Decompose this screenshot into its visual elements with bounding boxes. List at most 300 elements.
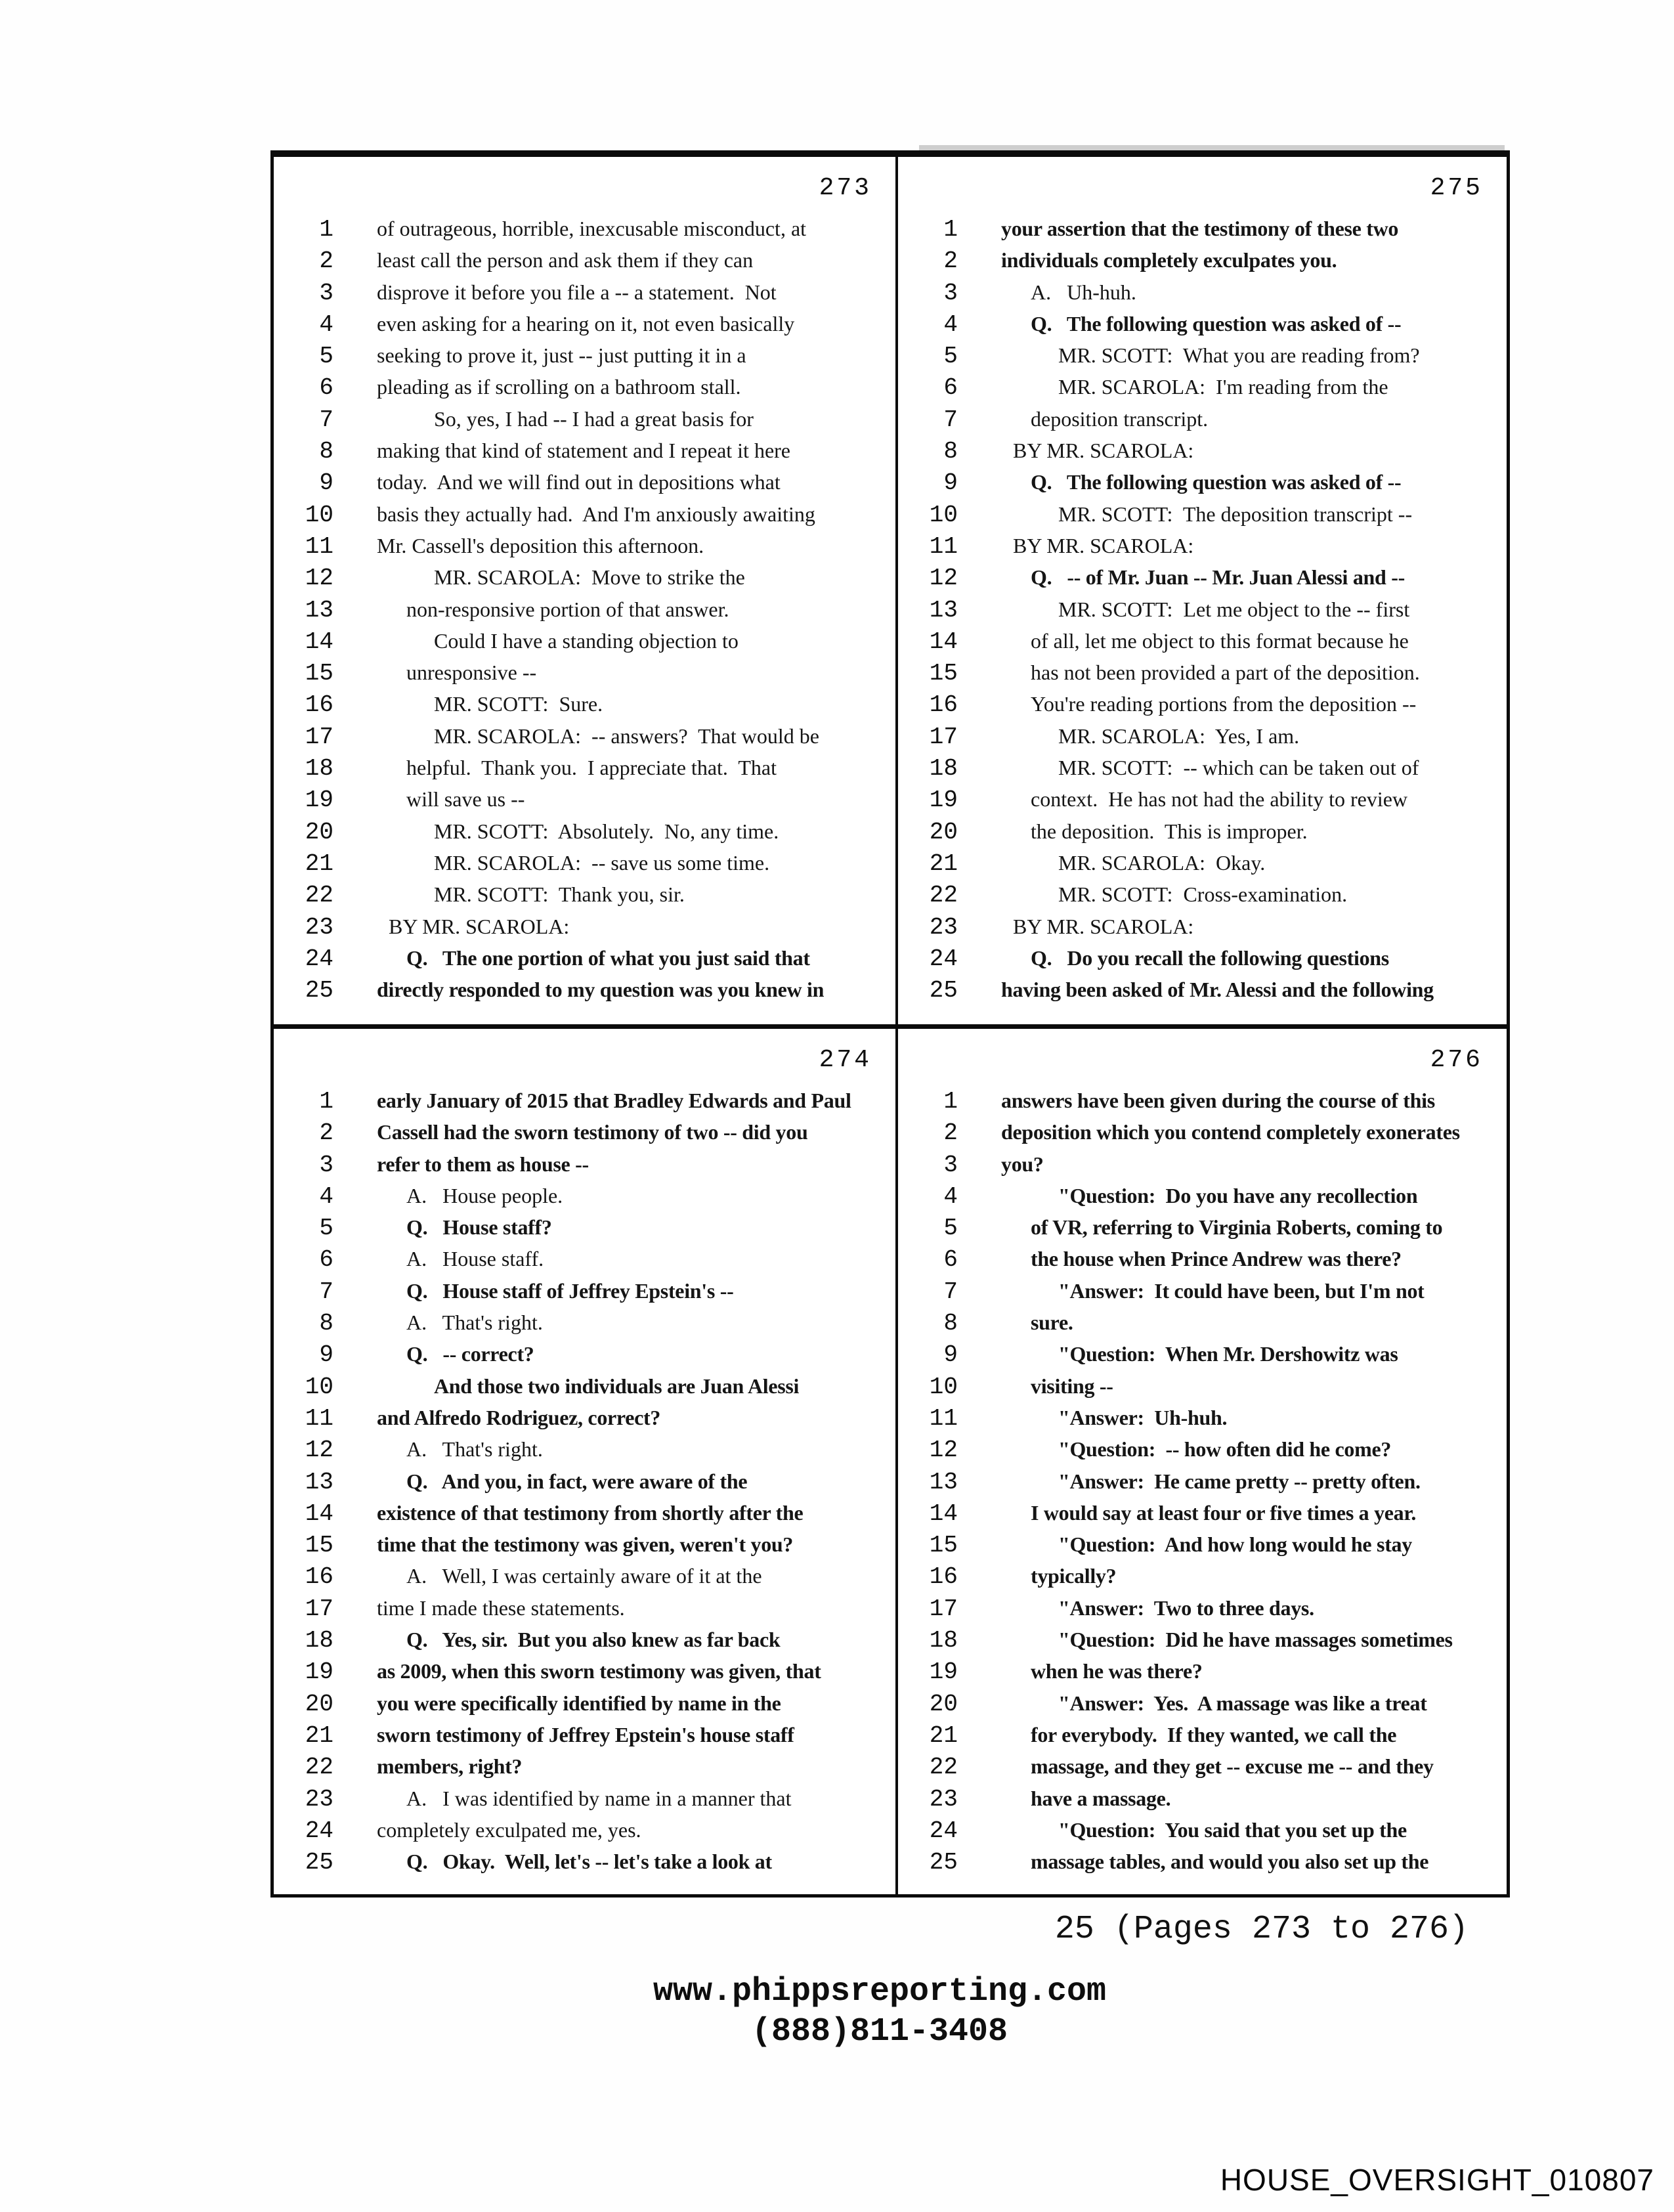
- transcript-line: [274, 1563, 895, 1595]
- line-text: unresponsive --: [406, 661, 537, 685]
- transcript-line: [274, 343, 895, 374]
- line-number: 18: [929, 755, 958, 783]
- transcript-line: [898, 1215, 1507, 1246]
- line-text: MR. SCOTT: -- which can be taken out of: [1058, 756, 1419, 780]
- line-number: 3: [943, 1151, 958, 1179]
- transcript-line: [898, 850, 1507, 882]
- transcript-line: [274, 1817, 895, 1849]
- line-text: A. That's right.: [406, 1437, 543, 1462]
- transcript-page-275: [898, 157, 1507, 1024]
- line-text: of outrageous, horrible, inexcusable misconduct, at: [377, 217, 807, 240]
- line-number: 23: [929, 913, 958, 941]
- line-number: 8: [943, 438, 958, 466]
- transcript-line: [274, 1152, 895, 1183]
- transcript-line: [898, 755, 1507, 787]
- transcript-line: [898, 1119, 1507, 1151]
- line-number: 24: [305, 1817, 333, 1844]
- transcript-line: [274, 1691, 895, 1722]
- line-text: of VR, referring to Virginia Roberts, coming to: [1031, 1215, 1443, 1240]
- line-text: You're reading portions from the deposition --: [1031, 692, 1417, 716]
- line-number: 13: [305, 596, 333, 624]
- line-number: 20: [929, 1690, 958, 1718]
- line-number: 2: [319, 1119, 333, 1147]
- line-text: individuals completely exculpates you.: [1001, 248, 1337, 272]
- line-text: Q. Okay. Well, let's -- let's take a look at: [406, 1850, 772, 1874]
- line-text: answers have been given during the course of this: [1001, 1089, 1435, 1112]
- line-number: 4: [943, 311, 958, 338]
- line-number: 17: [929, 723, 958, 750]
- line-number: 25: [929, 977, 958, 1005]
- line-number: 22: [305, 882, 333, 909]
- line-text: BY MR. SCAROLA:: [389, 914, 570, 938]
- transcript-line: [898, 1691, 1507, 1722]
- line-text: members, right?: [377, 1754, 523, 1779]
- transcript-line: [274, 280, 895, 311]
- line-number: 7: [943, 406, 958, 433]
- line-text: So, yes, I had -- I had a great basis for: [434, 406, 754, 431]
- transcript-line: [898, 280, 1507, 311]
- transcript-line: [274, 1469, 895, 1500]
- line-text: early January of 2015 that Bradley Edwards and Paul: [377, 1089, 851, 1112]
- line-text: MR. SCAROLA: I'm reading from the: [1058, 375, 1388, 399]
- line-text: Q. Do you recall the following questions: [1031, 945, 1389, 970]
- transcript-line: [274, 438, 895, 469]
- transcript-line: [898, 1754, 1507, 1785]
- line-number: 23: [305, 913, 333, 941]
- transcript-line: [274, 755, 895, 787]
- line-number: 6: [943, 374, 958, 402]
- transcript-line: [898, 819, 1507, 850]
- line-text: A. That's right.: [406, 1311, 543, 1335]
- line-text: "Question: -- how often did he come?: [1058, 1437, 1392, 1462]
- line-number: 20: [929, 818, 958, 846]
- transcript-line: [898, 1659, 1507, 1690]
- line-number: 2: [319, 248, 333, 275]
- line-text: BY MR. SCAROLA:: [1013, 533, 1194, 557]
- transcript-page-276: [898, 1029, 1507, 1894]
- transcript-line: [898, 1278, 1507, 1310]
- line-number: 15: [929, 660, 958, 687]
- line-text: has not been provided a part of the deposition.: [1031, 661, 1420, 685]
- page-number: 276: [1430, 1046, 1483, 1074]
- transcript-line: [898, 1595, 1507, 1627]
- transcript-line: [898, 1532, 1507, 1563]
- transcript-line: [898, 1469, 1507, 1500]
- line-number: 13: [929, 596, 958, 624]
- transcript-line: [898, 1246, 1507, 1278]
- line-text: sure.: [1031, 1311, 1073, 1335]
- line-text: pleading as if scrolling on a bathroom stall.: [377, 375, 741, 399]
- line-text: you?: [1001, 1152, 1044, 1176]
- line-number: 21: [305, 850, 333, 877]
- line-text: time that the testimony was given, weren't you?: [377, 1532, 794, 1557]
- line-text: "Question: You said that you set up the: [1058, 1817, 1407, 1842]
- line-text: for everybody. If they wanted, we call the: [1031, 1722, 1397, 1746]
- line-text: A. I was identified by name in a manner that: [406, 1786, 792, 1810]
- transcript-line: [274, 787, 895, 818]
- line-number: 23: [929, 1785, 958, 1813]
- line-text: "Question: Do you have any recollection: [1058, 1183, 1418, 1207]
- transcript-line: [274, 724, 895, 755]
- transcript-line: [898, 1088, 1507, 1119]
- transcript-line: [274, 914, 895, 945]
- line-number: 4: [319, 311, 333, 338]
- page-number: 274: [819, 1046, 872, 1074]
- transcript-line: [274, 1310, 895, 1341]
- line-number: 24: [929, 1817, 958, 1844]
- line-text: Q. The following question was asked of --: [1031, 311, 1402, 336]
- line-number: 13: [305, 1468, 333, 1496]
- transcript-line: [274, 533, 895, 565]
- line-text: MR. SCOTT: Sure.: [434, 692, 603, 716]
- line-number: 12: [305, 565, 333, 592]
- line-text: Q. -- correct?: [406, 1342, 534, 1366]
- line-text: sworn testimony of Jeffrey Epstein's house staff: [377, 1722, 794, 1746]
- transcript-line: [898, 914, 1507, 945]
- page-number: 273: [819, 174, 872, 202]
- line-text: deposition transcript.: [1031, 406, 1209, 431]
- transcript-line: [274, 216, 895, 248]
- line-number: 23: [305, 1785, 333, 1813]
- transcript-line: [898, 1341, 1507, 1373]
- footer-page-summary: 25 (Pages 273 to 276): [1054, 1911, 1469, 1948]
- line-text: Could I have a standing objection to: [434, 628, 739, 653]
- line-number: 20: [305, 818, 333, 846]
- line-number: 10: [929, 1373, 958, 1400]
- line-text: time I made these statements.: [377, 1595, 625, 1620]
- line-number: 6: [943, 1246, 958, 1274]
- transcript-line: [898, 1374, 1507, 1405]
- line-text: Q. And you, in fact, were aware of the: [406, 1469, 748, 1493]
- page-number: 275: [1430, 174, 1483, 202]
- line-number: 17: [305, 1595, 333, 1622]
- line-text: least call the person and ask them if they can: [377, 248, 754, 272]
- line-text: basis they actually had. And I'm anxiously awaiting: [377, 502, 815, 526]
- line-number: 3: [319, 1151, 333, 1179]
- line-text: A. Well, I was certainly aware of it at the: [406, 1564, 762, 1588]
- line-number: 11: [305, 1404, 333, 1432]
- line-number: 10: [929, 501, 958, 529]
- transcript-line: [898, 533, 1507, 565]
- line-text: you were specifically identified by name in the: [377, 1691, 781, 1715]
- transcript-line: [898, 597, 1507, 628]
- transcript-line: [274, 1532, 895, 1563]
- line-number: 21: [929, 850, 958, 877]
- transcript-line: [274, 406, 895, 438]
- line-number: 21: [929, 1722, 958, 1749]
- transcript-line: [898, 1817, 1507, 1849]
- line-text: BY MR. SCAROLA:: [1013, 914, 1194, 938]
- transcript-line: [898, 691, 1507, 723]
- line-text: "Question: When Mr. Dershowitz was: [1058, 1342, 1398, 1366]
- line-number: 2: [943, 1119, 958, 1147]
- line-number: 14: [305, 1500, 333, 1527]
- transcript-grid: [270, 150, 1510, 1898]
- transcript-line: [274, 1183, 895, 1215]
- transcript-line: [274, 1595, 895, 1627]
- line-text: Q. -- of Mr. Juan -- Mr. Juan Alessi and --: [1031, 565, 1405, 590]
- transcript-line: [274, 1754, 895, 1785]
- line-number: 10: [305, 501, 333, 529]
- transcript-line: [898, 343, 1507, 374]
- line-number: 21: [305, 1722, 333, 1749]
- transcript-line: [898, 1437, 1507, 1468]
- line-text: completely exculpated me, yes.: [377, 1817, 641, 1842]
- line-number: 4: [319, 1182, 333, 1210]
- line-text: MR. SCAROLA: Move to strike the: [434, 565, 745, 590]
- line-text: disprove it before you file a -- a statement. Not: [377, 280, 777, 304]
- line-text: Mr. Cassell's deposition this afternoon.: [377, 533, 704, 557]
- line-number: 22: [929, 882, 958, 909]
- line-number: 9: [319, 469, 333, 497]
- line-text: having been asked of Mr. Alessi and the following: [1001, 978, 1434, 1002]
- transcript-line: [274, 1786, 895, 1817]
- line-text: I would say at least four or five times a year.: [1031, 1500, 1417, 1525]
- line-number: 14: [929, 1500, 958, 1527]
- line-text: "Question: Did he have massages sometimes: [1058, 1628, 1453, 1652]
- line-text: of all, let me object to this format because he: [1031, 628, 1409, 653]
- line-number: 25: [305, 1849, 333, 1876]
- line-number: 7: [319, 1278, 333, 1305]
- line-text: your assertion that the testimony of these two: [1001, 217, 1399, 240]
- line-text: Cassell had the sworn testimony of two -- did you: [377, 1120, 808, 1144]
- transcript-line: [898, 787, 1507, 818]
- line-text: non-responsive portion of that answer.: [406, 597, 729, 621]
- line-text: "Answer: Uh-huh.: [1058, 1405, 1228, 1429]
- line-number: 10: [305, 1373, 333, 1400]
- line-text: helpful. Thank you. I appreciate that. That: [406, 756, 777, 780]
- line-text: BY MR. SCAROLA:: [1013, 439, 1194, 463]
- transcript-line: [898, 374, 1507, 406]
- page-lines: [274, 216, 895, 1008]
- transcript-line: [274, 374, 895, 406]
- line-text: MR. SCAROLA: -- save us some time.: [434, 850, 770, 875]
- line-number: 16: [929, 691, 958, 719]
- line-number: 5: [943, 1215, 958, 1242]
- transcript-line: [274, 1659, 895, 1690]
- transcript-line: [898, 945, 1507, 977]
- line-text: Q. The following question was asked of --: [1031, 470, 1402, 494]
- line-text: directly responded to my question was you knew in: [377, 978, 825, 1002]
- line-number: 12: [305, 1437, 333, 1464]
- line-number: 11: [929, 532, 958, 560]
- line-number: 7: [319, 406, 333, 433]
- line-number: 22: [929, 1754, 958, 1781]
- transcript-line: [898, 1849, 1507, 1880]
- transcript-line: [274, 248, 895, 279]
- line-number: 19: [929, 1659, 958, 1686]
- transcript-line: [898, 1183, 1507, 1215]
- line-number: 8: [319, 1310, 333, 1337]
- line-number: 6: [319, 1246, 333, 1274]
- transcript-line: [898, 565, 1507, 596]
- line-text: Q. House staff?: [406, 1215, 552, 1240]
- transcript-line: [898, 248, 1507, 279]
- line-text: MR. SCOTT: The deposition transcript --: [1058, 502, 1413, 526]
- line-number: 9: [943, 1341, 958, 1369]
- transcript-line: [898, 882, 1507, 913]
- transcript-line: [274, 1246, 895, 1278]
- line-text: A. House staff.: [406, 1247, 544, 1271]
- line-number: 2: [943, 248, 958, 275]
- line-number: 22: [305, 1754, 333, 1781]
- line-number: 18: [305, 755, 333, 783]
- line-text: existence of that testimony from shortly after the: [377, 1500, 804, 1525]
- transcript-line: [274, 819, 895, 850]
- transcript-line: [274, 1627, 895, 1659]
- transcript-line: [274, 1437, 895, 1468]
- line-text: MR. SCOTT: What you are reading from?: [1058, 343, 1420, 368]
- line-text: when he was there?: [1031, 1659, 1203, 1683]
- transcript-line: [274, 1215, 895, 1246]
- page-lines: [898, 216, 1507, 1008]
- line-number: 8: [319, 438, 333, 466]
- transcript-line: [898, 1405, 1507, 1437]
- line-number: 25: [305, 977, 333, 1005]
- footer-phone: (888)811-3408: [751, 2013, 1008, 2050]
- line-number: 15: [929, 1532, 958, 1559]
- transcript-line: [898, 1563, 1507, 1595]
- transcript-line: [274, 311, 895, 343]
- transcript-page-274: [274, 1029, 895, 1894]
- line-text: MR. SCAROLA: Yes, I am.: [1058, 724, 1300, 748]
- line-text: as 2009, when this sworn testimony was given, that: [377, 1659, 821, 1683]
- line-text: And those two individuals are Juan Alessi: [434, 1374, 800, 1398]
- transcript-line: [274, 1405, 895, 1437]
- line-text: even asking for a hearing on it, not even basically: [377, 311, 795, 336]
- line-text: visiting --: [1031, 1374, 1113, 1398]
- line-number: 19: [305, 1659, 333, 1686]
- transcript-line: [898, 724, 1507, 755]
- transcript-line: [274, 945, 895, 977]
- line-text: MR. SCOTT: Cross-examination.: [1058, 882, 1348, 907]
- line-number: 5: [319, 1215, 333, 1242]
- transcript-line: [898, 977, 1507, 1008]
- transcript-line: [898, 1152, 1507, 1183]
- line-number: 9: [943, 469, 958, 497]
- transcript-line: [274, 1278, 895, 1310]
- transcript-line: [898, 1722, 1507, 1754]
- line-number: 25: [929, 1849, 958, 1876]
- line-text: refer to them as house --: [377, 1152, 589, 1176]
- line-text: today. And we will find out in depositions what: [377, 470, 781, 494]
- line-number: 3: [943, 279, 958, 307]
- line-number: 13: [929, 1468, 958, 1496]
- line-text: "Answer: Two to three days.: [1058, 1595, 1314, 1620]
- line-number: 15: [305, 660, 333, 687]
- transcript-line: [274, 469, 895, 501]
- transcript-line: [898, 216, 1507, 248]
- line-text: A. House people.: [406, 1183, 563, 1207]
- line-text: Q. Yes, sir. But you also knew as far back: [406, 1628, 781, 1652]
- line-number: 7: [943, 1278, 958, 1305]
- transcript-line: [898, 502, 1507, 533]
- transcript-line: [898, 1627, 1507, 1659]
- line-text: massage, and they get -- excuse me -- and they: [1031, 1754, 1434, 1779]
- line-number: 1: [319, 1088, 333, 1115]
- transcript-line: [274, 1500, 895, 1532]
- line-number: 6: [319, 374, 333, 402]
- transcript-line: [898, 628, 1507, 660]
- transcript-line: [274, 1849, 895, 1880]
- line-number: 1: [943, 1088, 958, 1115]
- line-number: 14: [305, 628, 333, 655]
- transcript-line: [274, 882, 895, 913]
- line-number: 8: [943, 1310, 958, 1337]
- line-text: MR. SCOTT: Let me object to the -- first: [1058, 597, 1410, 621]
- line-number: 16: [305, 691, 333, 719]
- transcript-line: [274, 1722, 895, 1754]
- line-text: typically?: [1031, 1564, 1117, 1588]
- transcript-line: [274, 1341, 895, 1373]
- transcript-line: [274, 977, 895, 1008]
- bates-label: HOUSE_OVERSIGHT_010807: [1220, 2163, 1654, 2197]
- transcript-line: [274, 1374, 895, 1405]
- line-text: MR. SCOTT: Absolutely. No, any time.: [434, 819, 779, 843]
- line-number: 12: [929, 1437, 958, 1464]
- line-text: the house when Prince Andrew was there?: [1031, 1247, 1402, 1271]
- line-number: 9: [319, 1341, 333, 1369]
- line-number: 11: [929, 1404, 958, 1432]
- line-text: "Answer: Yes. A massage was like a treat: [1058, 1691, 1427, 1715]
- line-number: 3: [319, 279, 333, 307]
- line-text: "Answer: It could have been, but I'm not: [1058, 1278, 1425, 1303]
- line-number: 20: [305, 1690, 333, 1718]
- transcript-line: [274, 660, 895, 691]
- transcript-line: [898, 311, 1507, 343]
- transcript-page-273: [274, 157, 895, 1024]
- page-lines: [898, 1088, 1507, 1880]
- transcript-line: [274, 1088, 895, 1119]
- line-text: A. Uh-huh.: [1031, 280, 1136, 304]
- line-number: 11: [305, 532, 333, 560]
- line-text: Q. House staff of Jeffrey Epstein's --: [406, 1278, 734, 1303]
- line-number: 1: [319, 216, 333, 243]
- line-number: 17: [305, 723, 333, 750]
- transcript-line: [898, 660, 1507, 691]
- line-number: 18: [305, 1627, 333, 1655]
- line-text: "Answer: He came pretty -- pretty often.: [1058, 1469, 1421, 1493]
- transcript-line: [274, 850, 895, 882]
- footer-website: www.phippsreporting.com: [653, 1973, 1107, 2010]
- transcript-line: [898, 1500, 1507, 1532]
- line-text: MR. SCAROLA: -- answers? That would be: [434, 724, 819, 748]
- line-number: 4: [943, 1182, 958, 1210]
- line-text: will save us --: [406, 787, 525, 812]
- transcript-line: [898, 406, 1507, 438]
- line-number: 14: [929, 628, 958, 655]
- line-text: deposition which you contend completely exonerates: [1001, 1120, 1460, 1144]
- line-number: 17: [929, 1595, 958, 1622]
- line-number: 24: [305, 945, 333, 972]
- line-number: 24: [929, 945, 958, 972]
- transcript-line: [274, 691, 895, 723]
- transcript-line: [898, 469, 1507, 501]
- line-number: 5: [943, 343, 958, 370]
- transcript-line: [898, 1786, 1507, 1817]
- transcript-line: [274, 628, 895, 660]
- line-text: MR. SCAROLA: Okay.: [1058, 850, 1266, 875]
- line-text: have a massage.: [1031, 1786, 1171, 1810]
- line-number: 19: [929, 787, 958, 814]
- line-number: 19: [305, 787, 333, 814]
- line-text: making that kind of statement and I repeat it here: [377, 439, 790, 463]
- line-number: 16: [305, 1563, 333, 1591]
- line-text: massage tables, and would you also set up the: [1031, 1850, 1429, 1874]
- transcript-line: [898, 1310, 1507, 1341]
- line-number: 12: [929, 565, 958, 592]
- transcript-line: [274, 597, 895, 628]
